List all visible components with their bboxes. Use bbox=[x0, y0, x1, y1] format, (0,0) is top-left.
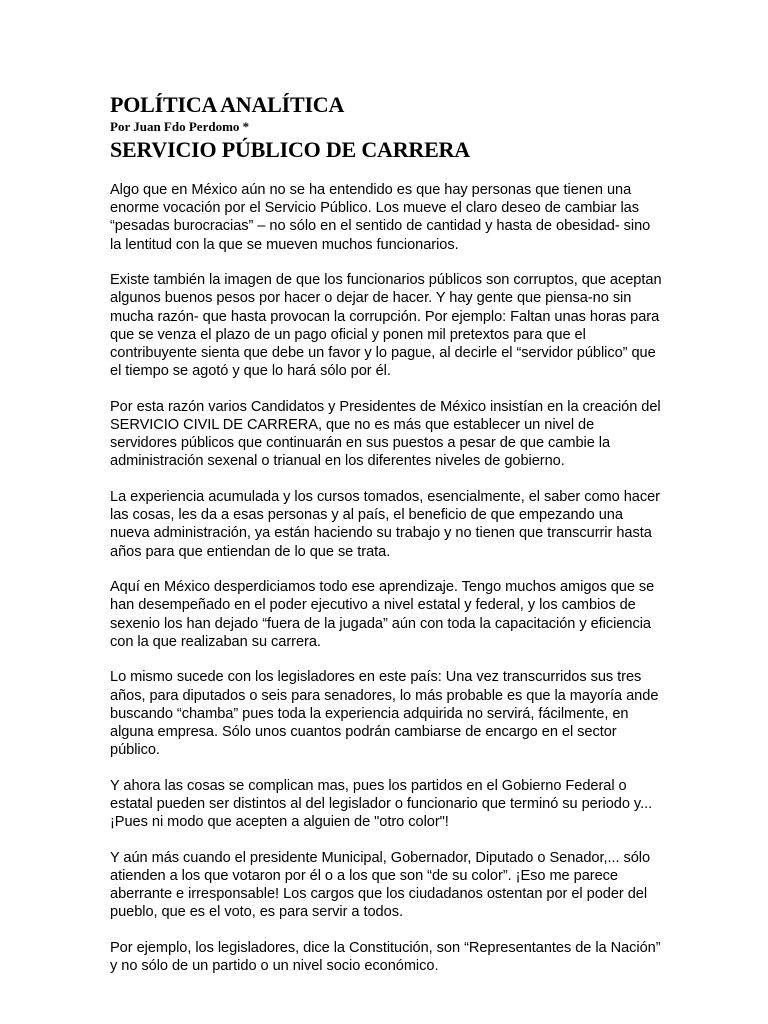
paragraph-9: Por ejemplo, los legisladores, dice la Constitución, son “Representantes de la Nación” y no sólo de un partido o un nivel socio económico. bbox=[110, 940, 661, 975]
paragraph-1: Algo que en México aún no se ha entendido es que hay personas que tienen una enorme vocación por el Servicio Público. Los mueve el claro deseo de cambiar las “pesadas burocracias” – no sólo en el sentido de cantidad y hasta de obesidad- sino la lentitud con la que se mueven muchos funcionarios. bbox=[110, 182, 651, 253]
document-title: POLÍTICA ANALÍTICA bbox=[110, 92, 345, 117]
article-subtitle: SERVICIO PÚBLICO DE CARRERA bbox=[110, 137, 470, 162]
paragraph-3: Por esta razón varios Candidatos y Presidentes de México insistían en la creación del SERVICIO CIVIL DE CARRERA, que no es más que establecer un nivel de servidores públicos que continuarán en sus puestos a pesar de que cambie la administración sexenal o trianual en los diferentes niveles de gobierno. bbox=[110, 398, 661, 470]
paragraph-6: Lo mismo sucede con los legisladores en este país: Una vez transcurridos sus tres años, para diputados o seis para senadores, lo más probable es que la mayoría ande buscando “chamba” pues toda la experiencia adquirida no servirá, fácilmente, en alguna empresa. Sólo unos cuantos podrán cambiarse de encargo en el sector público. bbox=[110, 669, 659, 759]
document-page bbox=[110, 92, 662, 993]
paragraph-5: Aquí en México desperdiciamos todo ese aprendizaje. Tengo muchos amigos que se han desempeñado en el poder ejecutivo a nivel estatal y federal, y los cambios de sexenio los han dejado “fuera de la jugada” aún con toda la capacitación y eficiencia con la que realizaban su carrera. bbox=[110, 579, 655, 650]
paragraph-4: La experiencia acumulada y los cursos tomados, esencialmente, el saber como hacer las cosas, les da a esas personas y al país, el beneficio de que empezando una nueva administración, ya están haciendo su trabajo y no tienen que transcurrir hasta años para que entiendan de lo que se trata. bbox=[110, 489, 660, 560]
paragraph-8: Y aún más cuando el presidente Municipal, Gobernador, Diputado o Senador,... sólo atienden a los que votaron por él o a los que son “de su color”. ¡Eso me parece aberrante e irresponsable! Los cargos que los ciudadanos ostentan por el poder del pueblo, que es el voto, es para servir a todos. bbox=[110, 849, 651, 921]
author-byline: Por Juan Fdo Perdomo * bbox=[110, 119, 250, 134]
article-body bbox=[110, 181, 662, 975]
paragraph-2: Existe también la imagen de que los funcionarios públicos son corruptos, que aceptan algunos buenos pesos por hacer o dejar de hacer. Y hay gente que piensa-no sin mucha razón- que hasta provocan la corrupción. Por ejemplo: Faltan unas horas para que se venza el plazo de un pago oficial y ponen mil pretextos para que el contribuyente sienta que debe un favor y lo pague, al decirle el “servidor público” que el tiempo se agotó y que lo hará sólo por él. bbox=[110, 272, 662, 380]
paragraph-7: Y ahora las cosas se complican mas, pues los partidos en el Gobierno Federal o estatal pueden ser distintos al del legislador o funcionario que terminó su periodo y... ¡Pues ni modo que acepten a alguien de "otro color"! bbox=[110, 777, 653, 831]
